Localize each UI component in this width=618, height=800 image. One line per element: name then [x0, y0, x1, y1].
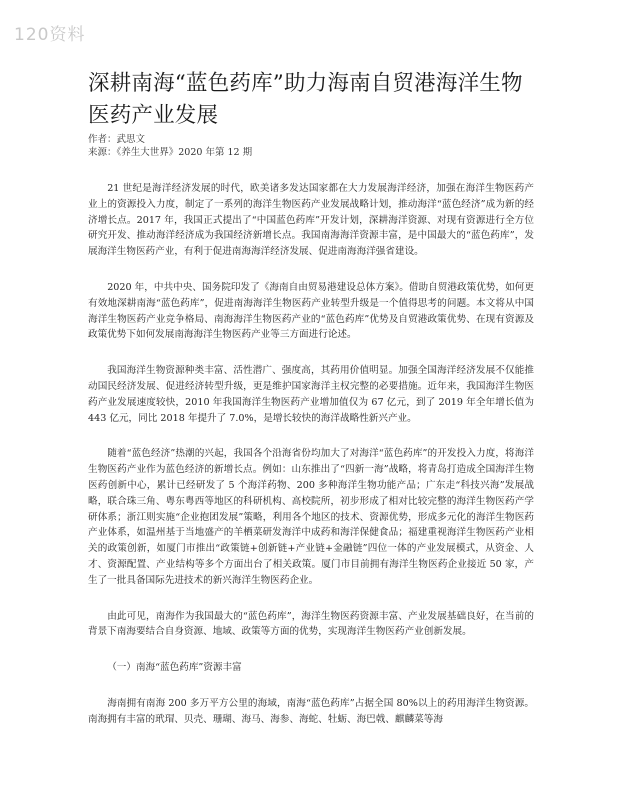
paragraph: 由此可见，南海作为我国最大的“蓝色药库”，海洋生物医药资源丰富、产业发展基础良好，在当前的背景下南海要结合自身资源、地域、政策等方面的优势，实现海洋生物医药产业创新发展。 — [88, 610, 534, 638]
article-source: 来源：《养生大世界》2020 年第 12 期 — [88, 147, 253, 158]
section-heading: （一）南海“蓝色药库”资源丰富 — [107, 662, 242, 674]
article — [88, 68, 534, 748]
paragraph: 2020 年，中共中央、国务院印发了《海南自由贸易港建设总体方案》。借助自贸港政策优势，如何更有效地深耕南海“蓝色药库”，促进南海海洋生物医药产业转型升级是一个值得思考的问题。本文将从中国海洋生物医药产业竞争格局、南海海洋生物医药产业的“蓝色药库”优势及自贸港政策优势、在现有资源及政策优势下如何发展南海海洋生物医药产业等三方面进行论述。 — [88, 281, 534, 341]
paragraph: 随着“蓝色经济”热潮的兴起，我国各个沿海省份均加大了对海洋“蓝色药库”的开发投入力度，将海洋生物医药产业作为蓝色经济的新增长点。例如：山东推出了“四新一海”战略，将青岛打造成全国海洋生物医药创新中心，累计已经研发了 5 个海洋药物、200 多种海洋生物功能产品；广东走“科技兴海”发展战略，联合珠三角、粤东粤西等地区的科研机构、高校院所，初步形成了相对比较完整的海洋生物医药产学研体系；浙江则实施“企业抱团发展”策略，利用各个地区的技术、资源优势，形成多元化的海洋生物医药产业体系，如温州基于当地盛产的羊栖菜研发海洋中成药和海洋保健食品；福建重视海洋生物医药产业相关的政策创新，如厦门市推出“政策链+创新链+产业链+金融链”四位一体的产业发展模式，从资金、人才、资源配置、产业结构等多个方面出台了相关政策。厦门市目前拥有海洋生物医药企业接近 50 家，产生了一批具备国际先进技术的新兴海洋生物医药企业。 — [88, 448, 534, 586]
watermark-logo: 120资料 — [14, 25, 86, 45]
paragraph: 21 世纪是海洋经济发展的时代，欧美诸多发达国家都在大力发展海洋经济，加强在海洋生物医药产业上的资源投入力度，制定了一系列的海洋生物医药产业发展战略计划，推动海洋“蓝色经济”成为新的经济增长点。2017 年，我国正式提出了“中国蓝色药库”开发计划，深耕海洋资源、对现有资源进行全方位研究开发、推动海洋经济成为我国经济新增长点。我国南海海洋资源丰富，是中国最大的“蓝色药库”，发展海洋生物医药产业，有利于促进南海海洋经济发展、促进南海海洋强省建设。 — [88, 183, 534, 258]
article-author: 作者：武思文 — [88, 134, 146, 145]
article-body — [88, 181, 534, 728]
paragraph: 我国海洋生物资源种类丰富、活性潜广、强度高，其药用价值明显。加强全国海洋经济发展不仅能推动国民经济发展、促进经济转型升级，更是维护国家海洋主权完整的必要措施。近年来，我国海洋生物医药产业发展速度较快，2010 年我国海洋生物医药产业增加值仅为 67 亿元，到了 2019 年全年增长值为 443 亿元，同比 2018 年提升了 7.0%，是增长较快的海洋战略性新兴产业。 — [88, 365, 534, 424]
article-title: 深耕南海“蓝色药库”助力海南自贸港海洋生物医药产业发展 — [88, 71, 523, 128]
paragraph: 海南拥有南海 200 多万平方公里的海域，南海“蓝色药库”占据全国 80%以上的药用海洋生物资源。南海拥有丰富的玳瑁、贝壳、珊瑚、海马、海参、海蛇、牡蛎、海巴戟、麒麟菜等海 — [88, 697, 534, 725]
